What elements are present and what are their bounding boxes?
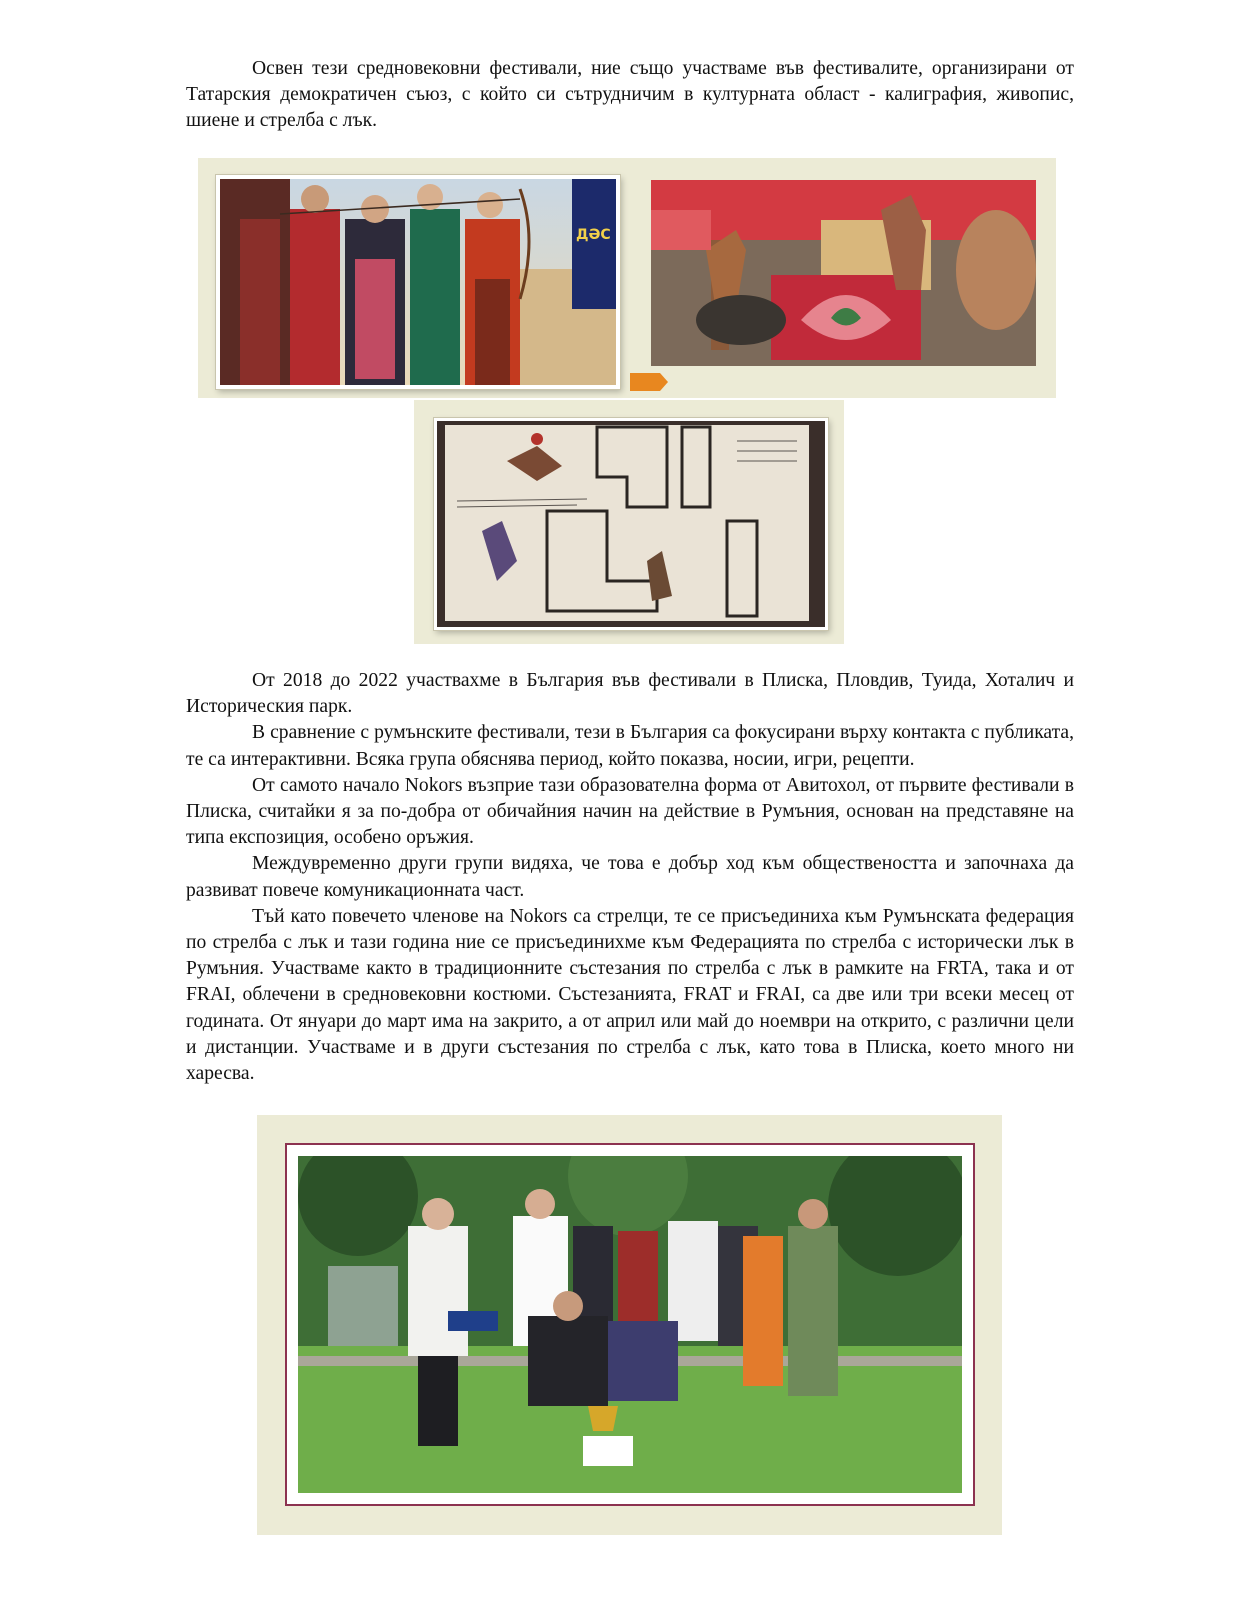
intro-paragraph	[186, 56, 1074, 135]
paragraph-text: Междувременно други групи видяха, че това е добър ход към обществеността и започнаха да развиват повече комуникационната част.	[186, 853, 1074, 901]
archery-team-group-photo	[298, 1156, 962, 1493]
paragraph-text: Тъй като повечето членове на Nokors са стрелци, те се присъединиха към Румънската федерация по стрелба с лък и тази година ние се присъединихме към Федерацията по стрелба с исторически лък в Румъния. Участваме както в традиционните състезания по стрелба с лък в рамките на FRTA, така и от FRAI, облечени в средновековни костюми. Състезанията, FRAT и FRAI, са две или три всеки месец от годината. От януари до март има на закрито, а от април или май до ноември на открито, с различни цели и дистанции. Участваме и в други състезания по стрелба с лък, като това в Плиска, което много ни харесва.	[186, 905, 1074, 1085]
paragraph-text: От 2018 до 2022 участвахме в България във фестивали в Плиска, Пловдив, Туида, Хоталич и Историческия парк.	[186, 670, 1074, 718]
handicrafts-photo	[651, 180, 1036, 366]
main-text-block	[186, 668, 1074, 1087]
calligraphy-scroll-photo	[434, 418, 828, 630]
banner-text: ДӘС	[576, 227, 611, 243]
orange-arrow-shape	[630, 373, 668, 391]
archery-festival-photo	[216, 175, 620, 389]
paragraph-text: В сравнение с румънските фестивали, тези в България са фокусирани върху контакта с публиката, те са интерактивни. Всяка група обяснява период, който показва, носии, игри, рецепти.	[186, 722, 1074, 770]
paragraph-text: Освен тези средновековни фестивали, ние също участваме във фестивалите, организирани от Татарския демократичен съюз, с който си сътрудничим в културната област - калиграфия, живопис, шиене и стрелба с лък.	[186, 58, 1074, 132]
paragraph-text: От самото начало Nokors възприе тази образователна форма от Авитохол, от първите фестивали в Плиска, считайки я за по-добра от обичайния начин на действие в Румъния, основан на представяне на типа експозиция, особено оръжия.	[186, 774, 1074, 849]
